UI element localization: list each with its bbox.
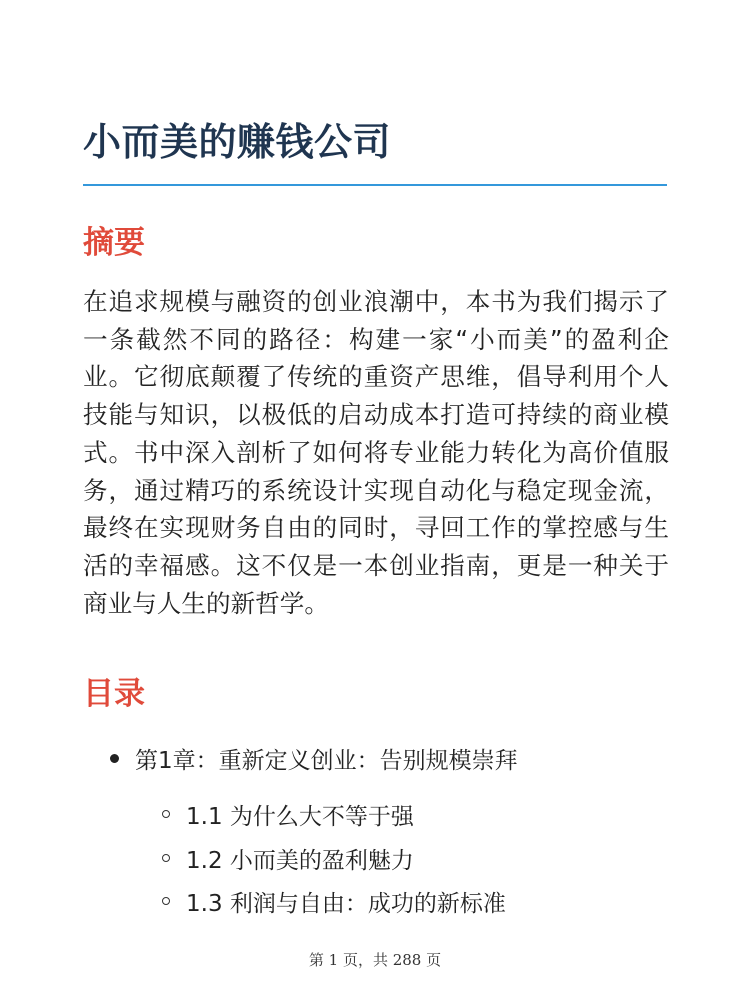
abstract-paragraph: 在追求规模与融资的创业浪潮中，本书为我们揭示了一条截然不同的路径：构建一家“小而美”的盈利企业。它彻底颠覆了传统的重资产思维，倡导利用个人技能与知识，以极低的启动成本打造可持续的商业模式。书中深入剖析了如何将专业能力转化为高价值服务，通过精巧的系统设计实现自动化与稳定现金流，最终在实现财务自由的同时，寻回工作的掌控感与生活的幸福感。这不仅是一本创业指南，更是一种关于商业与人生的新哲学。 — [83, 287, 669, 618]
toc-section-label: 1.2 小而美的盈利魅力 — [186, 847, 414, 874]
toc-section-1-1[interactable] — [162, 796, 414, 832]
page-number-footer: 第 1 页，共 288 页 — [308, 951, 442, 969]
toc-chapter-label: 第1章：重新定义创业：告别规模崇拜 — [135, 747, 518, 774]
bullet-circle-icon — [162, 810, 170, 818]
bullet-circle-icon — [162, 897, 170, 905]
bullet-circle-icon — [162, 854, 170, 862]
title-divider — [83, 184, 667, 186]
toc-section-label: 1.3 利润与自由：成功的新标准 — [186, 890, 506, 917]
book-title: 小而美的赚钱公司 — [83, 120, 392, 164]
toc-chapter-1[interactable] — [110, 740, 518, 776]
toc-section-1-2[interactable] — [162, 840, 414, 876]
toc-section-1-3[interactable] — [162, 883, 506, 919]
abstract-heading: 摘要 — [83, 225, 145, 261]
toc-heading: 目录 — [83, 676, 145, 712]
toc-section-label: 1.1 为什么大不等于强 — [186, 803, 414, 830]
bullet-disc-icon — [110, 754, 119, 763]
